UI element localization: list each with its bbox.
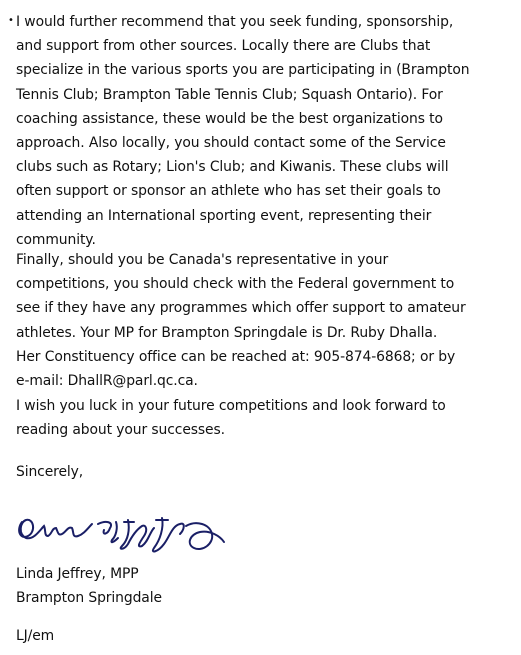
text-line: see if they have any programmes which offer support to amateur bbox=[16, 300, 466, 317]
paragraph-funding bbox=[16, 10, 469, 252]
text-line: Tennis Club; Brampton Table Tennis Club; Squash Ontario). For bbox=[16, 86, 443, 103]
paragraph-federal-support bbox=[16, 248, 466, 393]
signer-name: Linda Jeffrey, MPP bbox=[16, 566, 139, 582]
text-line: attending an International sporting event, representing their bbox=[16, 207, 432, 224]
signature-block bbox=[16, 562, 162, 610]
text-line: Finally, should you be Canada's representative in your bbox=[16, 252, 389, 268]
text-line: e-mail: DhallR@parl.qc.ca. bbox=[16, 373, 198, 390]
text-line: community. bbox=[16, 231, 96, 248]
handwritten-signature bbox=[14, 500, 234, 560]
text-line: competitions, you should check with the Federal government to bbox=[16, 276, 455, 293]
paragraph-good-luck bbox=[16, 394, 446, 442]
text-line: I would further recommend that you seek funding, sponsorship, bbox=[16, 14, 454, 30]
signer-riding: Brampton Springdale bbox=[16, 590, 162, 607]
text-line: clubs such as Rotary; Lion's Club; and Kiwanis. These clubs will bbox=[16, 159, 449, 176]
text-line: often support or sponsor an athlete who has set their goals to bbox=[16, 183, 441, 200]
text-line: coaching assistance, these would be the best organizations to bbox=[16, 110, 443, 127]
text-line: Her Constituency office can be reached at: 905-874-6868; or by bbox=[16, 348, 456, 365]
text-line: reading about your successes. bbox=[16, 422, 225, 439]
text-line: I wish you luck in your future competitions and look forward to bbox=[16, 398, 446, 414]
text-line: and support from other sources. Locally there are Clubs that bbox=[16, 38, 431, 55]
bullet-mark: • bbox=[8, 15, 14, 26]
text-line: specialize in the various sports you are participating in (Brampton bbox=[16, 62, 470, 79]
text-line: approach. Also locally, you should contact some of the Service bbox=[16, 135, 446, 152]
closing-salutation: Sincerely, bbox=[16, 464, 84, 480]
text-line: athletes. Your MP for Brampton Springdale is Dr. Ruby Dhalla. bbox=[16, 324, 438, 341]
reference-initials: LJ/em bbox=[16, 628, 55, 644]
